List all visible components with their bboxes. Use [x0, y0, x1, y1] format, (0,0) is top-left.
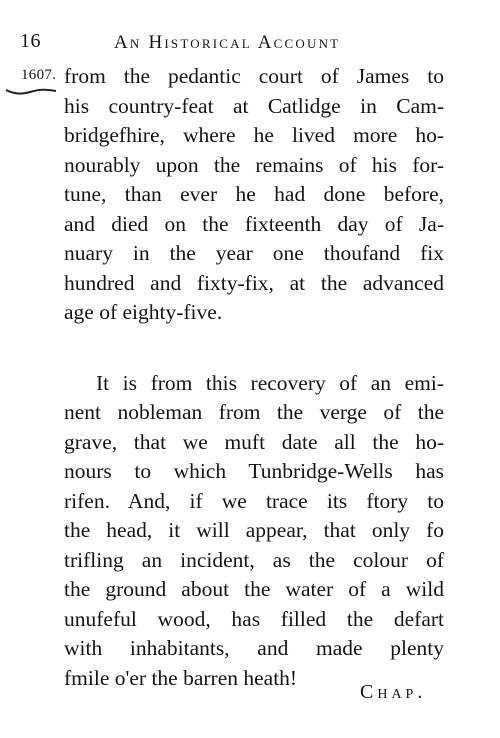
- text-line: tune, than ever he had done before,: [64, 182, 444, 206]
- text-line: nuary in the year one thoufand fix: [64, 241, 444, 265]
- text-line: the ground about the water of a wild: [64, 577, 444, 601]
- text-line: the head, it will appear, that only fo: [64, 518, 444, 542]
- page-number: 16: [20, 30, 41, 52]
- catchword: Chap.: [360, 681, 427, 703]
- text-line: and died on the fixteenth day of Ja-: [64, 211, 444, 236]
- paragraph: [64, 62, 444, 328]
- text-line: nourably upon the remains of his for-: [64, 152, 444, 177]
- text-line: rifen. And, if we trace its ftory to: [64, 488, 444, 513]
- text-line: hundred and fixty-fix, at the advanced: [64, 270, 444, 295]
- text-line: It is from this recovery of an emi-: [96, 370, 444, 395]
- text-line: his country-feat at Catlidge in Cam-: [64, 93, 444, 118]
- text-line: nours to which Tunbridge-Wells has: [64, 459, 444, 483]
- text-line: fmile o'er the barren heath!: [64, 665, 298, 690]
- running-head: An Historical Account: [114, 32, 341, 53]
- text-line: grave, that we muft date all the ho-: [64, 429, 444, 454]
- text-line: trifling an incident, as the colour of: [64, 547, 444, 572]
- margin-year-note: 1607.: [21, 67, 57, 83]
- paragraph: [64, 369, 444, 694]
- margin-bracket-mark: [4, 88, 58, 98]
- paragraph-gap: [64, 328, 444, 369]
- text-line: age of eighty-five.: [64, 300, 223, 324]
- text-line: from the pedantic court of James to: [64, 64, 444, 88]
- text-line: bridgefhire, where he lived more ho-: [64, 123, 444, 147]
- text-line: with inhabitants, and made plenty: [64, 636, 444, 660]
- text-block: [64, 62, 444, 693]
- text-line: unufeful wood, has filled the defart: [64, 606, 444, 631]
- text-line: nent nobleman from the verge of the: [64, 400, 444, 424]
